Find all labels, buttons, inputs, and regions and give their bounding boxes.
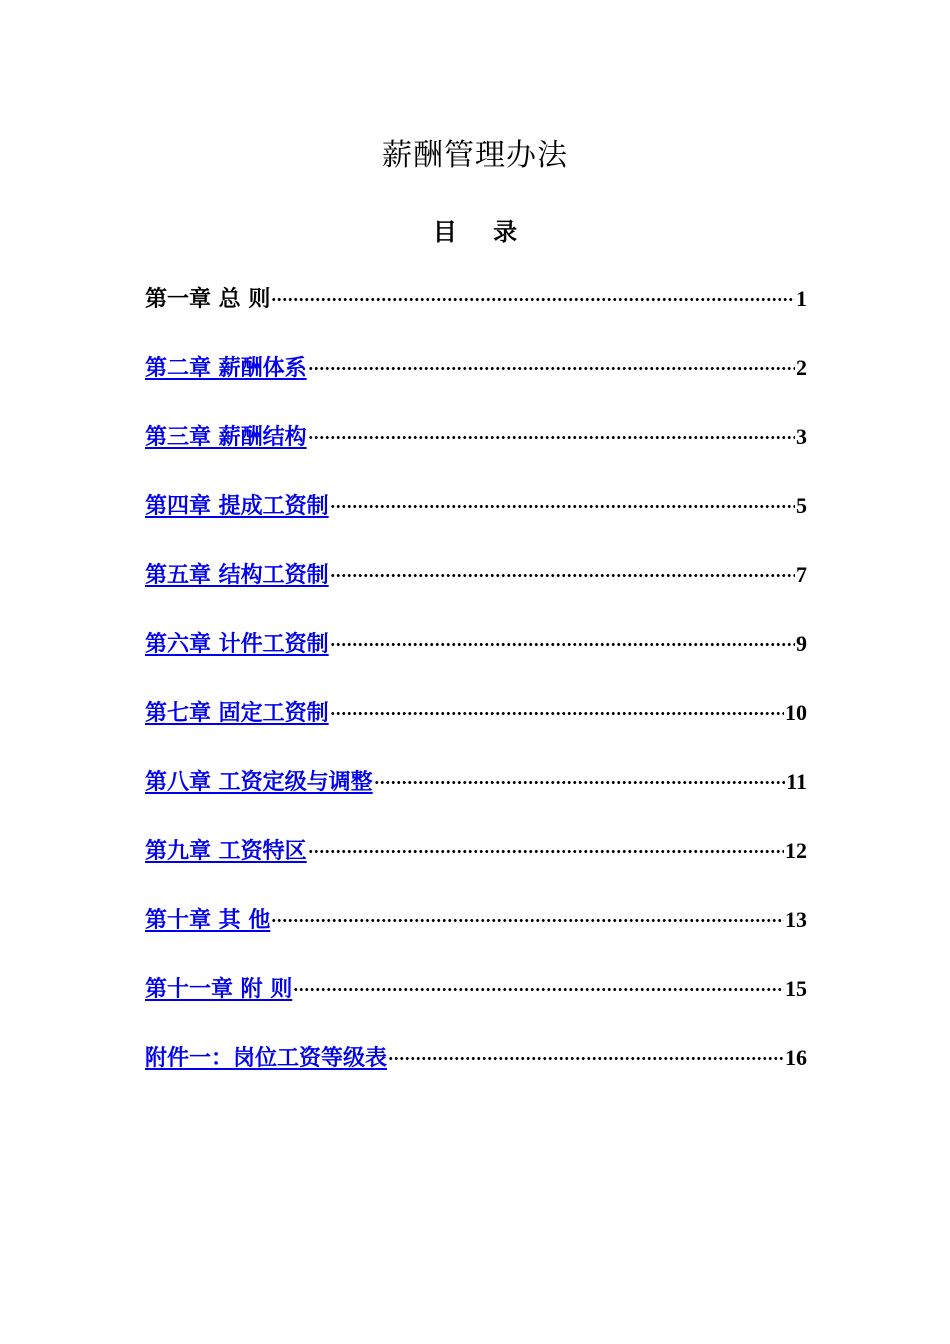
toc-dot-leader (330, 694, 784, 720)
toc-dot-leader (308, 418, 795, 444)
toc-dot-leader (330, 487, 795, 513)
toc-entry (145, 487, 807, 556)
toc-entry (145, 901, 807, 970)
toc-page-number: 13 (785, 907, 807, 932)
document-title: 薪酬管理办法 (382, 138, 568, 173)
toc-page-number: 9 (796, 631, 807, 656)
toc-dot-leader (271, 901, 784, 927)
toc-page-number: 12 (785, 838, 807, 863)
toc-link[interactable]: 第九章 工资特区 (145, 839, 307, 864)
toc-page-number: 1 (796, 286, 807, 311)
toc-entry (145, 1039, 807, 1108)
toc-dot-leader (374, 763, 786, 789)
table-of-contents (145, 280, 807, 1108)
toc-page-number: 2 (796, 355, 807, 380)
toc-link[interactable]: 第七章 固定工资制 (145, 701, 329, 726)
toc-page-number: 15 (785, 976, 807, 1001)
toc-dot-leader (271, 280, 795, 306)
toc-entry-label: 第一章 总 则 (145, 287, 271, 312)
toc-entry (145, 280, 807, 349)
toc-entry (145, 625, 807, 694)
toc-link[interactable]: 第四章 提成工资制 (145, 494, 329, 519)
toc-page-number: 7 (796, 562, 807, 587)
toc-heading: 目 录 (432, 218, 532, 246)
toc-page-number: 16 (785, 1045, 807, 1070)
toc-entry (145, 556, 807, 625)
toc-page-number: 10 (785, 700, 807, 725)
toc-dot-leader (308, 832, 784, 858)
toc-entry (145, 349, 807, 418)
toc-entry (145, 970, 807, 1039)
toc-entry (145, 832, 807, 901)
toc-dot-leader (330, 556, 795, 582)
toc-link[interactable]: 第六章 计件工资制 (145, 632, 329, 657)
toc-link[interactable]: 第二章 薪酬体系 (145, 356, 307, 381)
toc-link[interactable]: 第八章 工资定级与调整 (145, 770, 373, 795)
toc-page-number: 3 (796, 424, 807, 449)
toc-dot-leader (330, 625, 795, 651)
toc-dot-leader (293, 970, 784, 996)
toc-page-number: 11 (786, 769, 807, 794)
toc-entry (145, 694, 807, 763)
toc-link[interactable]: 第三章 薪酬结构 (145, 425, 307, 450)
toc-link[interactable]: 第五章 结构工资制 (145, 563, 329, 588)
toc-page-number: 5 (796, 493, 807, 518)
toc-link[interactable]: 附件一：岗位工资等级表 (145, 1046, 388, 1071)
toc-link[interactable]: 第十一章 附 则 (145, 977, 293, 1002)
toc-entry (145, 763, 807, 832)
toc-dot-leader (388, 1039, 784, 1065)
toc-link[interactable]: 第十章 其 他 (145, 908, 271, 933)
toc-entry (145, 418, 807, 487)
toc-dot-leader (308, 349, 795, 375)
